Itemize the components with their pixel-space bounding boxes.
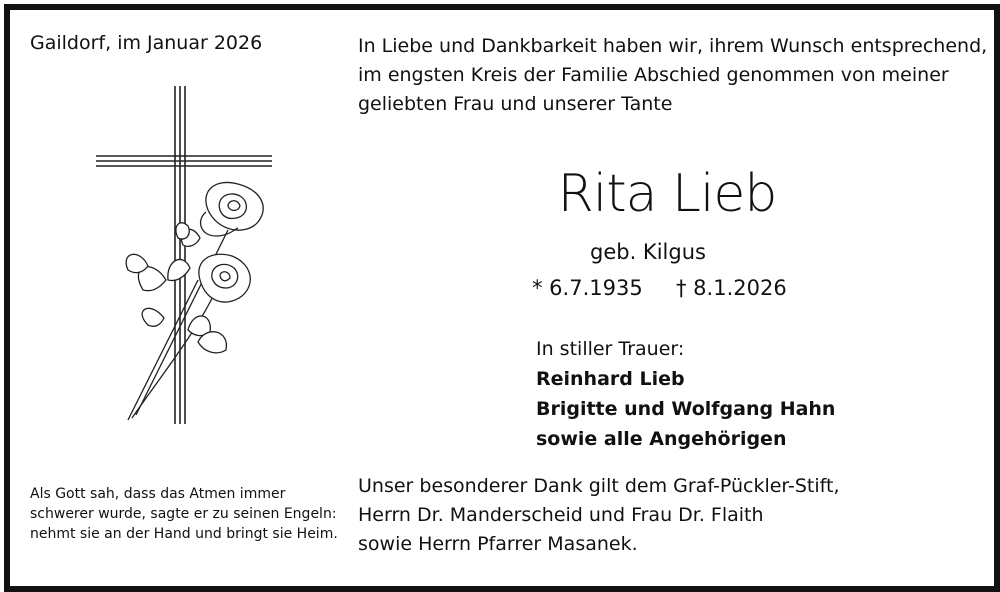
quote bbox=[30, 484, 338, 544]
deceased-name: Rita Lieb bbox=[557, 164, 777, 224]
mourner-name: Reinhard Lieb bbox=[536, 368, 685, 390]
mourner-name: Brigitte und Wolfgang Hahn bbox=[536, 398, 836, 420]
quote-line: Als Gott sah, dass das Atmen immer bbox=[30, 486, 286, 502]
intro-line: In Liebe und Dankbarkeit haben wir, ihrem Wunsch entsprechend, bbox=[358, 35, 988, 57]
quote-line: nehmt sie an der Hand und bringt sie Heim. bbox=[30, 526, 338, 542]
thanks-line: Unser besonderer Dank gilt dem Graf-Pückler-Stift, bbox=[358, 475, 840, 497]
thanks-line: sowie Herrn Pfarrer Masanek. bbox=[358, 533, 638, 555]
mourners-block bbox=[536, 334, 835, 454]
quote-line: schwerer wurde, sagte er zu seinen Engeln: bbox=[30, 506, 337, 522]
maiden-name: geb. Kilgus bbox=[590, 240, 706, 264]
birth-date: * 6.7.1935 bbox=[532, 276, 643, 300]
cross-with-roses-icon bbox=[88, 80, 288, 430]
intro-text bbox=[358, 32, 987, 119]
intro-line: geliebten Frau und unserer Tante bbox=[358, 93, 673, 115]
intro-line: im engsten Kreis der Familie Abschied genommen von meiner bbox=[358, 64, 949, 86]
death-date: † 8.1.2026 bbox=[676, 276, 787, 300]
thanks-line: Herrn Dr. Manderscheid und Frau Dr. Flaith bbox=[358, 504, 764, 526]
mourner-name: sowie alle Angehörigen bbox=[536, 428, 787, 450]
thanks-text bbox=[358, 472, 840, 559]
mourning-heading: In stiller Trauer: bbox=[536, 338, 685, 360]
place-date: Gaildorf, im Januar 2026 bbox=[30, 32, 263, 54]
